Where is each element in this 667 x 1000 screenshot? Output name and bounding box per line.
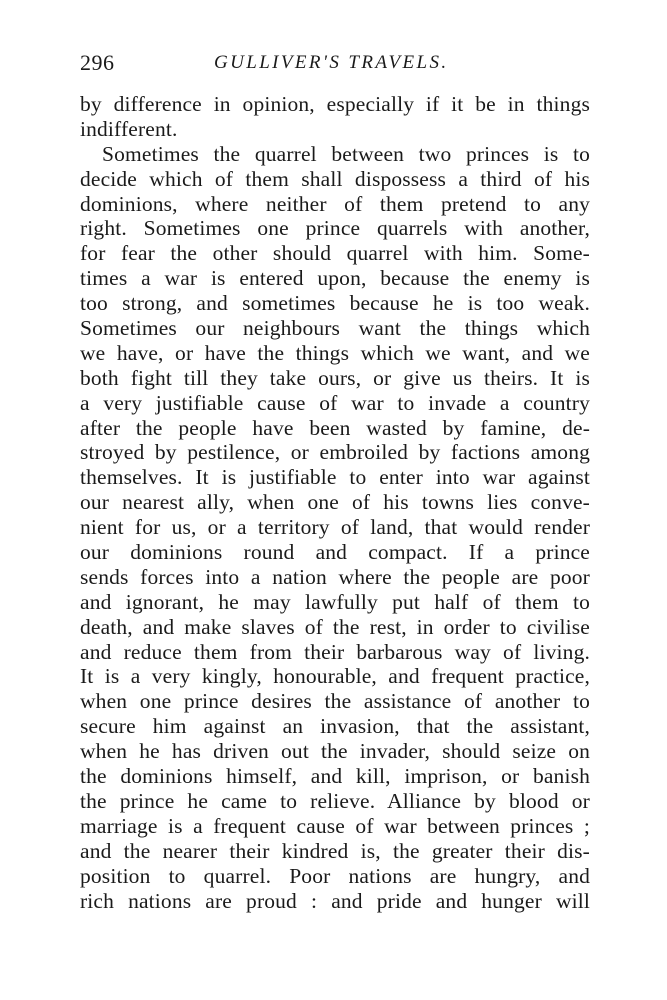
text-line: Sometimes our neighbours want the things which [80, 316, 590, 341]
text-line: times a war is entered upon, because the enemy is [80, 266, 590, 291]
text-line: death, and make slaves of the rest, in order to civilise [80, 614, 590, 639]
running-head [80, 50, 590, 80]
text-line: position to quarrel. Poor nations are hungry, and [80, 863, 590, 888]
text-line: too strong, and sometimes because he is too weak. [80, 291, 590, 316]
text-line: indifferent. [80, 116, 178, 141]
text-line: a very justifiable cause of war to invade a country [80, 390, 590, 415]
text-line: our nearest ally, when one of his towns lies conve- [80, 490, 590, 515]
text-line: the dominions himself, and kill, imprison, or banish [80, 764, 590, 789]
text-line: nient for us, or a territory of land, that would render [80, 515, 590, 540]
text-line: stroyed by pestilence, or embroiled by factions among [80, 440, 590, 465]
text-line: the prince he came to relieve. Alliance by blood or [80, 788, 590, 813]
book-title: GULLIVER'S TRAVELS. [214, 52, 449, 73]
text-line: after the people have been wasted by famine, de- [80, 415, 590, 440]
text-line: right. Sometimes one prince quarrels with another, [80, 216, 590, 241]
text-line: our dominions round and compact. If a prince [80, 540, 590, 565]
text-line: secure him against an invasion, that the assistant, [80, 714, 590, 739]
text-line: we have, or have the things which we want, and we [80, 340, 590, 365]
text-line: by difference in opinion, especially if it be in things [80, 92, 590, 116]
text-line: for fear the other should quarrel with him. Some- [80, 241, 590, 266]
text-line: when one prince desires the assistance of another to [80, 689, 590, 714]
text-line: and ignorant, he may lawfully put half of them to [80, 589, 590, 614]
text-line: marriage is a frequent cause of war between princes ; [80, 813, 590, 838]
text-line: when he has driven out the invader, should seize on [80, 739, 590, 764]
text-line: rich nations are proud : and pride and hunger will [80, 888, 590, 913]
text-line: and reduce them from their barbarous way of living. [80, 639, 590, 664]
text-line: dominions, where neither of them pretend to any [80, 191, 590, 216]
text-line: and the nearer their kindred is, the greater their dis- [80, 838, 590, 863]
paragraph-first-line: Sometimes the quarrel between two princes is to [102, 141, 590, 166]
text-body [80, 92, 590, 913]
text-line: themselves. It is justifiable to enter into war against [80, 465, 590, 490]
text-line: It is a very kingly, honourable, and frequent practice, [80, 664, 590, 689]
text-line: decide which of them shall dispossess a third of his [80, 166, 590, 191]
text-line: both fight till they take ours, or give us theirs. It is [80, 365, 590, 390]
page-number: 296 [80, 50, 115, 75]
text-line: sends forces into a nation where the people are poor [80, 564, 590, 589]
